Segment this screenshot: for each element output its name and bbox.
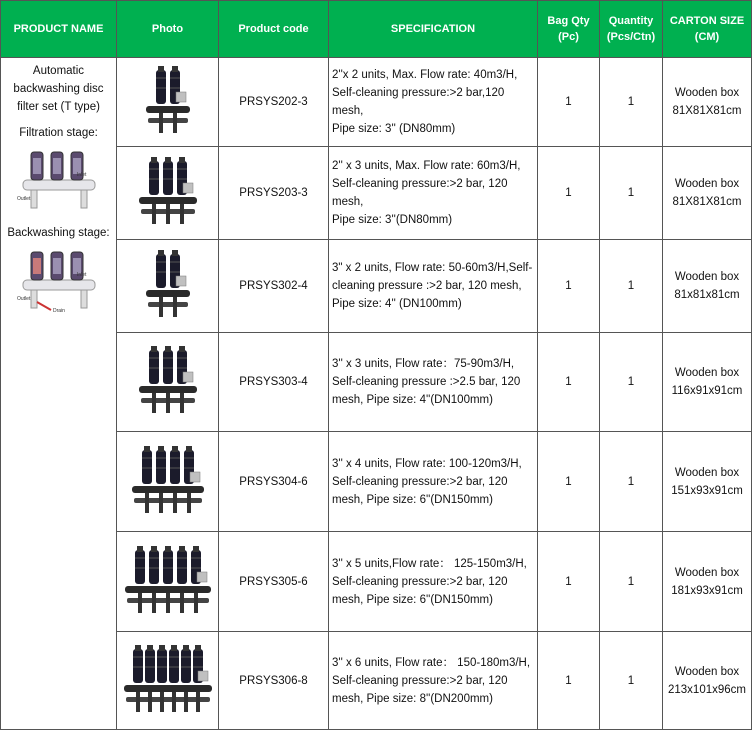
svg-text:Inlet: Inlet: [76, 172, 86, 178]
bag-qty: 1: [538, 432, 600, 532]
quantity: 1: [600, 532, 663, 632]
backwashing-stage-diagram: [1, 246, 116, 316]
product-photo: [117, 532, 219, 632]
product-code: PRSYS303-4: [219, 333, 329, 432]
filter-set-photo: [120, 155, 216, 231]
filter-set-photo: [120, 643, 216, 719]
product-photo: [117, 632, 219, 730]
product-photo: [117, 432, 219, 532]
bag-qty: 1: [538, 240, 600, 333]
filtration-stage-label: Filtration stage:: [19, 127, 98, 139]
specification: 3'' x 4 units, Flow rate: 100-120m3/H, Self-cleaning pressure:>2 bar, 120 mesh, Pipe size: 6''(DN150mm): [329, 432, 538, 532]
bag-qty: 1: [538, 58, 600, 147]
specification: 3'' x 5 units,Flow rate： 125-150m3/H, Self-cleaning pressure:>2 bar, 120 mesh, Pipe size: 6''(DN150mm): [329, 532, 538, 632]
quantity: 1: [600, 147, 663, 240]
quantity: 1: [600, 333, 663, 432]
header-bag-qty: Bag Qty (Pc): [538, 1, 600, 58]
product-code: PRSYS306-8: [219, 632, 329, 730]
svg-text:Inlet: Inlet: [76, 272, 86, 278]
quantity: 1: [600, 632, 663, 730]
specification: 3" x 2 units, Flow rate: 50-60m3/H,Self-cleaning pressure :>2 bar, 120 mesh, Pipe size: 4'' (DN100mm): [329, 240, 538, 333]
quantity: 1: [600, 240, 663, 333]
header-product-name: PRODUCT NAME: [1, 1, 117, 58]
bag-qty: 1: [538, 632, 600, 730]
backwashing-stage-label: Backwashing stage:: [7, 227, 110, 239]
bag-qty: 1: [538, 333, 600, 432]
header-specification: SPECIFICATION: [329, 1, 538, 58]
quantity: 1: [600, 58, 663, 147]
carton-size: Wooden box 81X81X81cm: [663, 58, 752, 147]
product-name: Automatic backwashing disc filter set (T type): [13, 65, 104, 113]
bag-qty: 1: [538, 147, 600, 240]
carton-size: Wooden box 81x81x81cm: [663, 240, 752, 333]
header-carton-size: CARTON SIZE (CM): [663, 1, 752, 58]
table-row: [1, 58, 752, 147]
header-product-code: Product code: [219, 1, 329, 58]
carton-size: Wooden box 213x101x96cm: [663, 632, 752, 730]
carton-size: Wooden box 116x91x91cm: [663, 333, 752, 432]
filtration-stage-diagram: [1, 146, 116, 216]
svg-text:Outlet: Outlet: [16, 296, 30, 302]
product-photo: [117, 240, 219, 333]
svg-text:Outlet: Outlet: [16, 196, 30, 202]
product-name-cell: [1, 58, 117, 730]
product-photo: [117, 333, 219, 432]
carton-size: Wooden box 181x93x91cm: [663, 532, 752, 632]
specification: 2'' x 3 units, Max. Flow rate: 60m3/H, Self-cleaning pressure:>2 bar, 120 mesh, Pipe size: 3''(DN80mm): [329, 147, 538, 240]
filter-set-photo: [120, 248, 216, 324]
filter-set-photo: [120, 544, 216, 620]
filter-set-photo: [120, 64, 216, 140]
specification: 2''x 2 units, Max. Flow rate: 40m3/H, Self-cleaning pressure:>2 bar,120 mesh, Pipe size: 3'' (DN80mm): [329, 58, 538, 147]
product-code: PRSYS305-6: [219, 532, 329, 632]
product-code: PRSYS302-4: [219, 240, 329, 333]
svg-text:Drain: Drain: [52, 308, 65, 314]
specification: 3'' x 6 units, Flow rate： 150-180m3/H, Self-cleaning pressure:>2 bar, 120 mesh, Pipe size: 8''(DN200mm): [329, 632, 538, 730]
product-code: PRSYS304-6: [219, 432, 329, 532]
filter-set-photo: [120, 344, 216, 420]
header-quantity: Quantity (Pcs/Ctn): [600, 1, 663, 58]
filter-set-photo: [120, 444, 216, 520]
product-code: PRSYS202-3: [219, 58, 329, 147]
quantity: 1: [600, 432, 663, 532]
product-photo: [117, 58, 219, 147]
header-photo: Photo: [117, 1, 219, 58]
carton-size: Wooden box 81X81X81cm: [663, 147, 752, 240]
product-code: PRSYS203-3: [219, 147, 329, 240]
carton-size: Wooden box 151x93x91cm: [663, 432, 752, 532]
header-row: [1, 1, 752, 58]
specification: 3'' x 3 units, Flow rate：75-90m3/H, Self-cleaning pressure :>2.5 bar, 120 mesh, Pipe size: 4''(DN100mm): [329, 333, 538, 432]
bag-qty: 1: [538, 532, 600, 632]
product-photo: [117, 147, 219, 240]
